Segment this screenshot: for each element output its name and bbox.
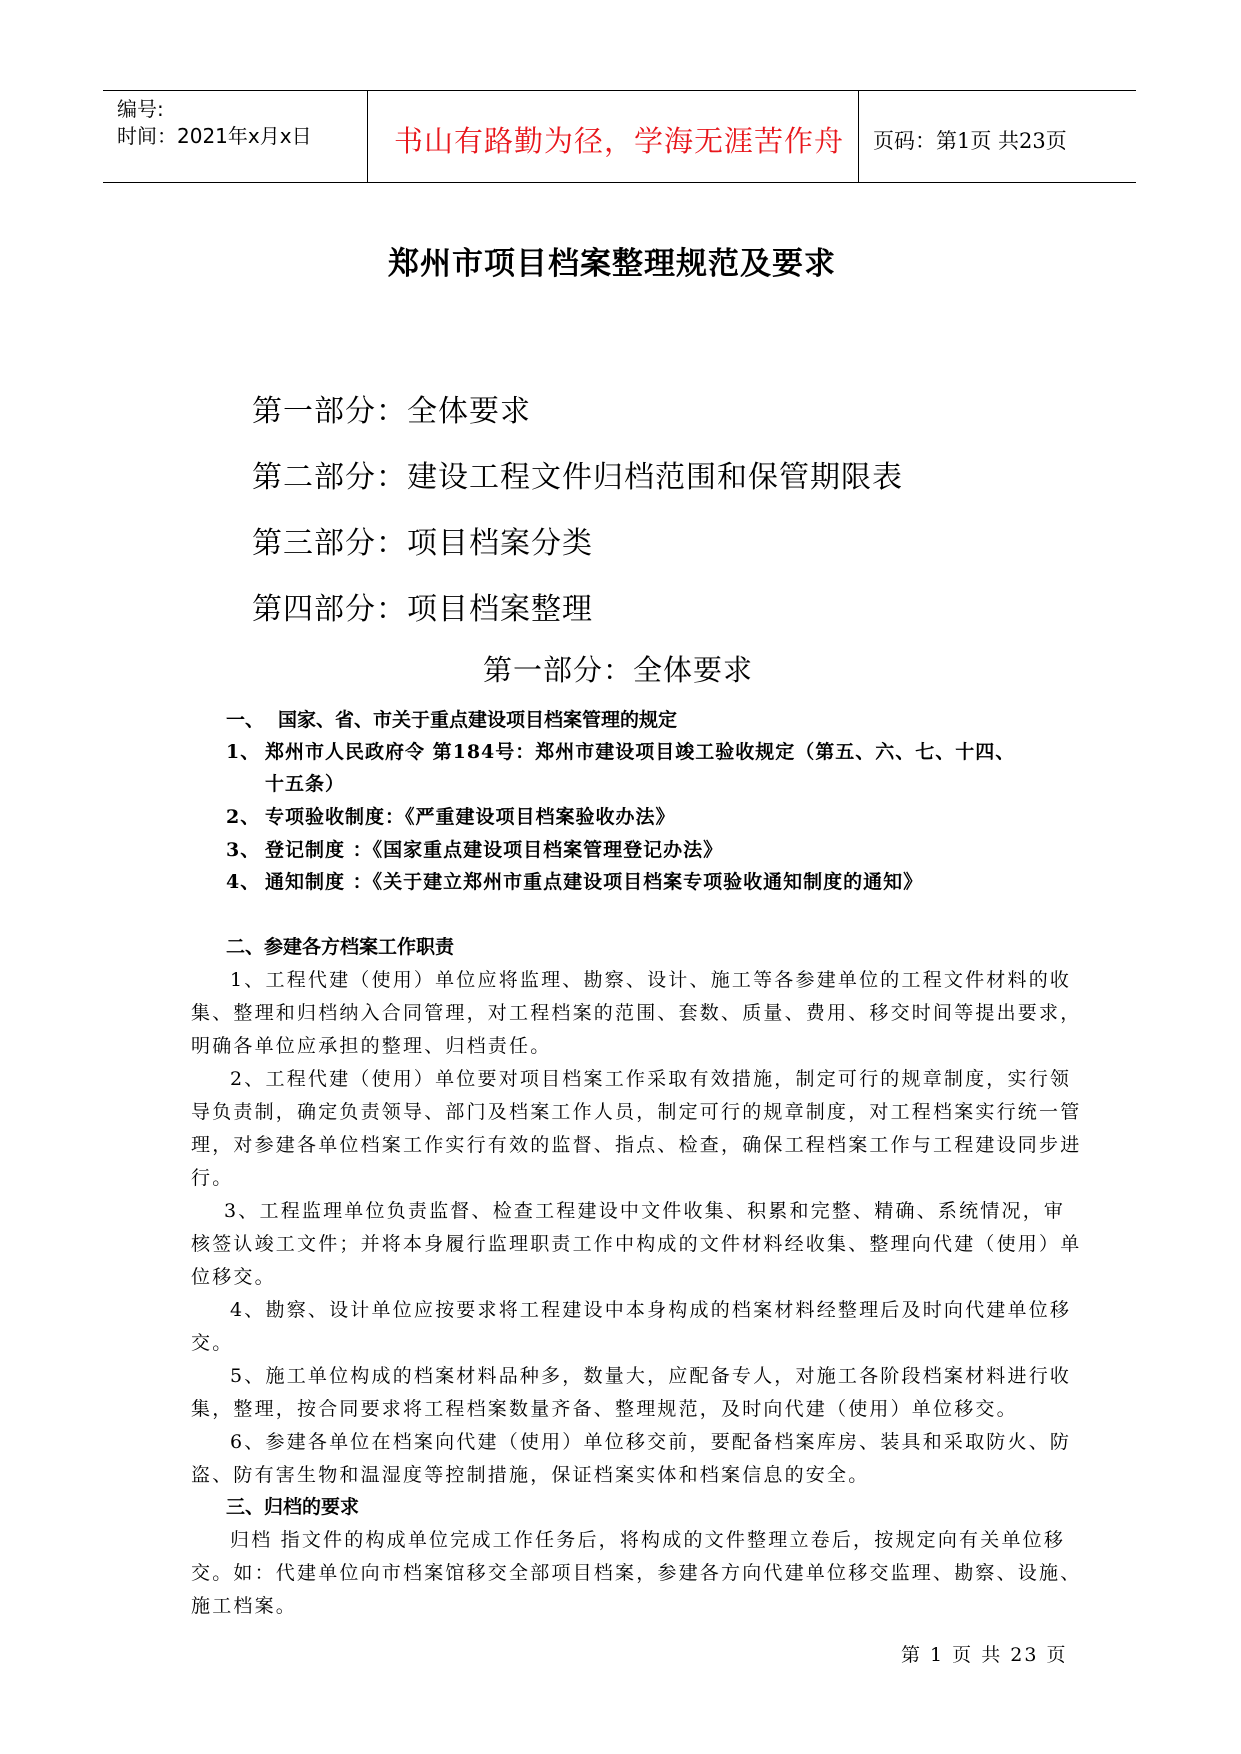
paragraph-line: 集，整理，按合同要求将工程档案数量齐备、整理规范，及时向代建（使用）单位移交。 [191, 1398, 1018, 1420]
law-item-num: 3、 [226, 839, 261, 861]
paragraph-line: 集、整理和归档纳入合同管理，对工程档案的范围、套数、质量、费用、移交时间等提出要求， [191, 1002, 1082, 1024]
law-item-text: 通知制度 ：《关于建立郑州市重点建设项目档案专项验收通知制度的通知》 [265, 871, 924, 893]
paragraph-line: 2、工程代建（使用）单位要对项目档案工作采取有效措施，制定可行的规章制度，实行领 [230, 1068, 1072, 1090]
motto: 书山有路勤为径，学海无涯苦作舟 [394, 124, 845, 158]
toc-item-4: 第四部分：项目档案整理 [252, 592, 593, 627]
section2-heading: 二、参建各方档案工作职责 [226, 936, 455, 958]
paragraph-line: 位移交。 [191, 1266, 276, 1288]
law-item-num: 4、 [226, 871, 261, 893]
paragraph-line: 交。 [191, 1332, 234, 1354]
paragraph-line: 归档 指文件的构成单位完成工作任务后，将构成的文件整理立卷后，按规定向有关单位移 [230, 1529, 1066, 1551]
paragraph-line: 核签认竣工文件；并将本身履行监理职责工作中构成的文件材料经收集、整理向代建（使用）单 [191, 1233, 1082, 1255]
paragraph-line: 6、参建各单位在档案向代建（使用）单位移交前，要配备档案库房、装具和采取防火、防 [230, 1431, 1072, 1453]
section3-heading: 三、归档的要求 [226, 1496, 360, 1518]
law-item-text: 郑州市人民政府令 第184号：郑州市建设项目竣工验收规定（第五、六、七、十四、 [265, 741, 1016, 763]
paragraph-line: 行。 [191, 1167, 234, 1189]
section1-heading: 国家、省、市关于重点建设项目档案管理的规定 [278, 709, 678, 731]
header-top-border [103, 90, 1136, 91]
document-title: 郑州市项目档案整理规范及要求 [388, 246, 836, 282]
toc-item-1: 第一部分：全体要求 [252, 394, 531, 429]
page-footer: 第 1 页 共 23 页 [901, 1644, 1068, 1666]
paragraph-line: 盗、防有害生物和温湿度等控制措施，保证档案实体和档案信息的安全。 [191, 1464, 870, 1486]
paragraph-line: 4、勘察、设计单位应按要求将工程建设中本身构成的档案材料经整理后及时向代建单位移 [230, 1299, 1072, 1321]
header-bottom-border [103, 182, 1136, 183]
paragraph-line: 5、施工单位构成的档案材料品种多，数量大，应配备专人，对施工各阶段档案材料进行收 [230, 1365, 1072, 1387]
paragraph-line: 3、工程监理单位负责监督、检查工程建设中文件收集、积累和完整、精确、系统情况，审 [224, 1200, 1066, 1222]
paragraph-line: 施工档案。 [191, 1595, 298, 1617]
paragraph-line: 交。如：代建单位向市档案馆移交全部项目档案，参建各方向代建单位移交监理、勘察、设施、 [191, 1562, 1082, 1584]
law-item-text-cont: 十五条） [265, 773, 346, 795]
toc-item-2: 第二部分：建设工程文件归档范围和保管期限表 [252, 460, 903, 495]
part1-title: 第一部分：全体要求 [483, 653, 754, 687]
law-item-text: 专项验收制度：《严重建设项目档案验收办法》 [265, 806, 676, 828]
header-divider-left [367, 90, 368, 183]
paragraph-line: 1、工程代建（使用）单位应将监理、勘察、设计、施工等各参建单位的工程文件材料的收 [230, 969, 1072, 991]
paragraph-line: 理，对参建各单位档案工作实行有效的监督、指点、检查，确保工程档案工作与工程建设同步进 [191, 1134, 1082, 1156]
paragraph-line: 明确各单位应承担的整理、归档责任。 [191, 1035, 552, 1057]
serial-label: 编号: [117, 97, 164, 121]
header-divider-right [858, 90, 859, 183]
law-item-text: 登记制度 ：《国家重点建设项目档案管理登记办法》 [265, 839, 724, 861]
header-page-code: 页码：第1页 共23页 [873, 129, 1067, 153]
law-item-num: 2、 [226, 806, 261, 828]
section1-heading-num: 一、 [226, 709, 265, 731]
paragraph-line: 导负责制，确定负责领导、部门及档案工作人员，制定可行的规章制度，对工程档案实行统一管 [191, 1101, 1082, 1123]
toc-item-3: 第三部分：项目档案分类 [252, 526, 593, 561]
time-label: 时间：2021年x月x日 [117, 124, 312, 148]
law-item-num: 1、 [226, 741, 261, 763]
